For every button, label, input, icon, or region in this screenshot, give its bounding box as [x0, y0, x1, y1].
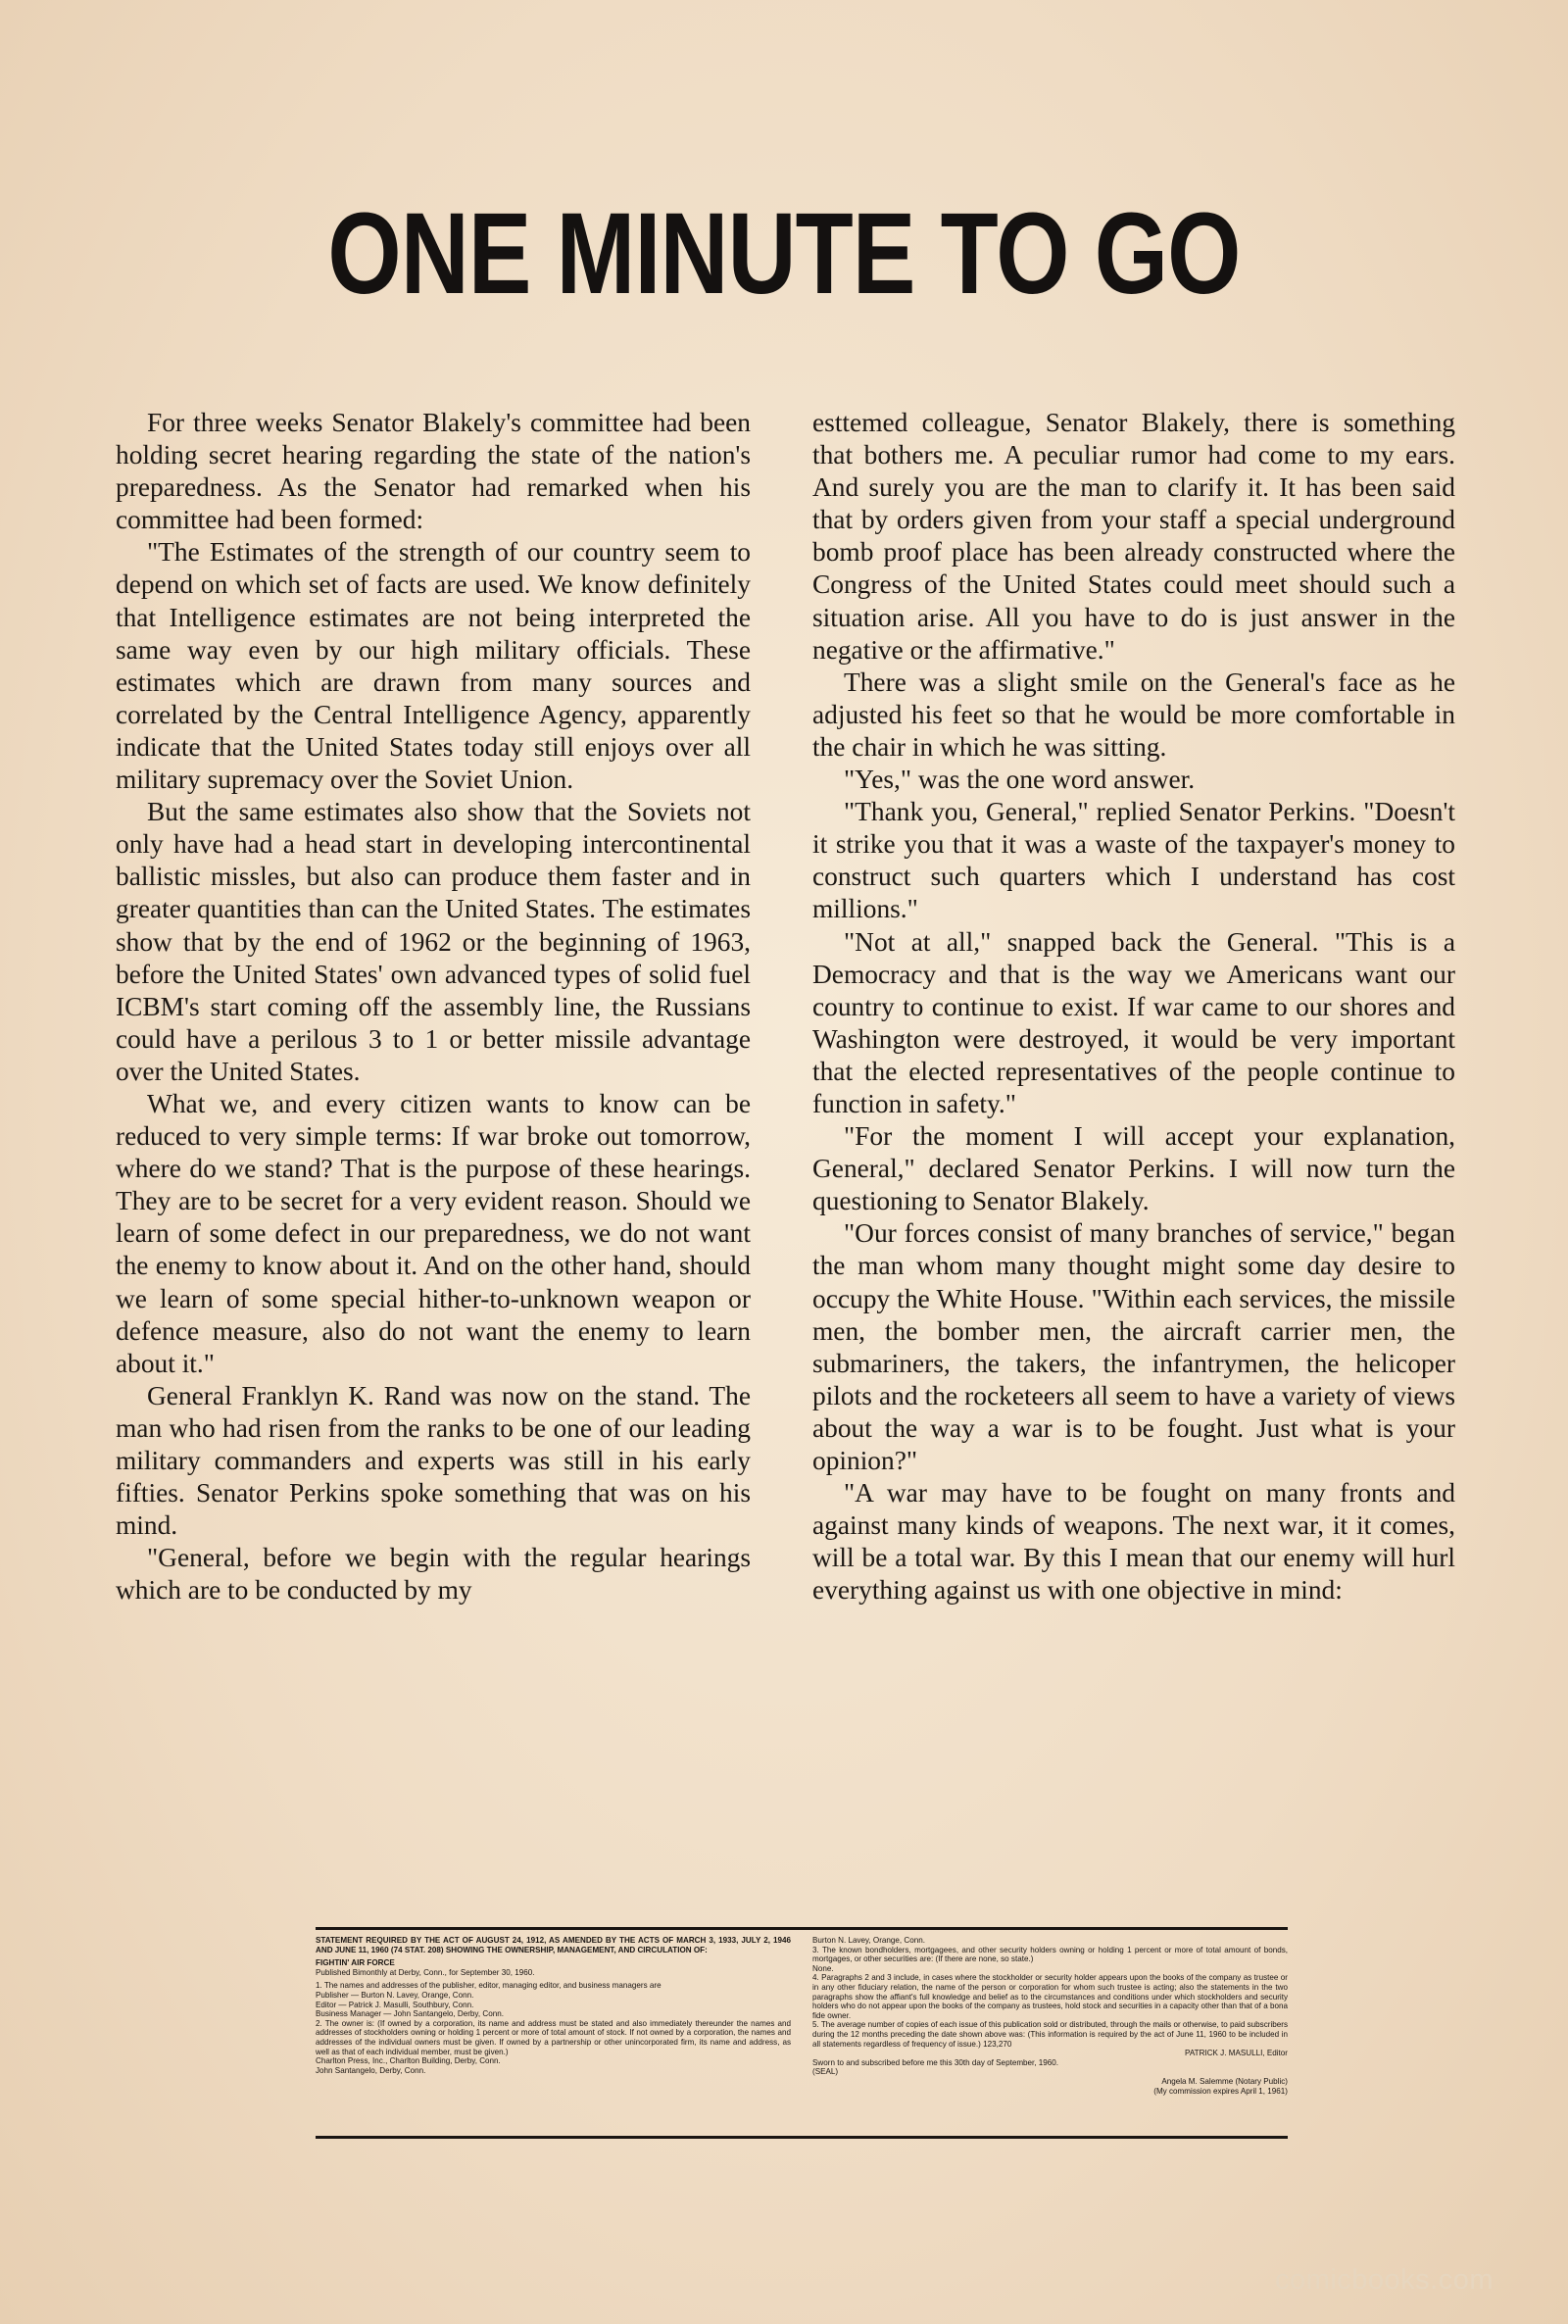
statement-owner: Burton N. Lavey, Orange, Conn.: [812, 1936, 926, 1945]
statement-left-column: [316, 1936, 791, 2136]
statement-editor: Editor — Patrick J. Masulli, Southbury, Conn.: [316, 2000, 474, 2009]
paragraph: "For the moment I will accept your explanation, General," declared Senator Perkins. I will now turn the questioning to Senator Blakely.: [812, 1121, 1455, 1216]
paragraph: "Our forces consist of many branches of service," began the man whom many thought might some day desire to occupy the White House. "Within each services, the missile men, the bomber men, the aircraft carrier men, the submariners, the takers, the infantrymen, the helicoper pilots and the rocketeers all seem to have a variety of views about the way a war is to be fought. Just what is your opinion?": [812, 1218, 1455, 1475]
paragraph: General Franklyn K. Rand was now on the stand. The man who had risen from the ranks to be one of our leading military commanders and experts was still in his early fifties. Senator Perkins spoke something that was on his mind.: [116, 1380, 751, 1541]
statement-owner: John Santangelo, Derby, Conn.: [316, 2065, 426, 2075]
statement-heading: STATEMENT REQUIRED BY THE ACT OF AUGUST 24, 1912, AS AMENDED BY THE ACTS OF MARCH 3, 1933, JULY 2, 1946 AND JUNE 11, 1960 (74 STAT. 208) SHOWING THE OWNERSHIP, MANAGEMENT, AND CIRCULATION OF:: [316, 1936, 791, 1954]
statement-item-4: 4. Paragraphs 2 and 3 include, in cases where the stockholder or security holder appears upon the books of the company as trustee or in any other fiduciary relation, the name of the person or corporation for whom such trustee is acting; also the statements in the two paragraphs show the affiant's full knowledge and belief as to the circumstances and conditions under which stockholders and security holders who do not appear upon the books of the company as trustees, hold stock and securities in a capacity other than that of a bona fide owner.: [812, 1973, 1288, 2020]
paragraph: esttemed colleague, Senator Blakely, there is something that bothers me. A peculiar rumor had come to my ears. And surely you are the man to clarify it. It has been said that by orders given from your staff a special underground bomb proof place has been already constructed where the Congress of the United States could meet should such a situation arise. All you have to do is just answer in the negative or the affirmative.": [812, 408, 1455, 665]
ownership-statement: [316, 1927, 1288, 2139]
statement-none: None.: [812, 1963, 834, 1973]
statement-item-2: 2. The owner is: (If owned by a corporation, its name and address must be stated and also immediately thereunder the names and addresses of stockholders owning or holding 1 percent or more of total amount of stock. If not owned by a corporation, the names and addresses of the individual owners must be given. If owned by a partnership or other unincorporated firm, its name and address, as well as that of each individual member, must be given.): [316, 2018, 791, 2056]
statement-signer: PATRICK J. MASULLI, Editor: [1185, 2049, 1288, 2058]
paragraph: "General, before we begin with the regular hearings which are to be conducted by my: [116, 1543, 751, 1606]
statement-item-3: 3. The known bondholders, mortgagees, and other security holders owning or holding 1 percent or more of total amount of bonds, mortgages, or other securities are: (If there are none, so state.): [812, 1945, 1288, 1964]
statement-right-column: [812, 1936, 1288, 2136]
page-title: ONE MINUTE TO GO: [327, 189, 1241, 319]
statement-commission: (My commission expires April 1, 1961): [1153, 2086, 1288, 2096]
paragraph: "The Estimates of the strength of our country seem to depend on which set of facts are used. We know definitely that Intelligence estimates are not being interpreted the same way even by our high military officials. These estimates which are drawn from many sources and correlated by the Central Intelligence Agency, apparently indicate that the United States today still enjoys over all military supremacy over the Soviet Union.: [116, 537, 751, 795]
statement-published: Published Bimonthly at Derby, Conn., for September 30, 1960.: [316, 1967, 535, 1977]
paragraph: But the same estimates also show that the Soviets not only have had a head start in developing intercontinental ballistic missles, but also can produce them faster and in greater quantities than can the United States. The estimates show that by the end of 1962 or the beginning of 1963, before the United States' own advanced types of solid fuel ICBM's start coming off the assembly line, the Russians could have a perilous 3 to 1 or better missile advantage over the United States.: [116, 797, 751, 1086]
paragraph: "Not at all," snapped back the General. "This is a Democracy and that is the way we Americans want our country to continue to exist. If war came to our shores and Washington were destroyed, it would be very important that the elected representatives of the people continue to function in safety.": [812, 926, 1455, 1118]
paragraph: What we, and every citizen wants to know can be reduced to very simple terms: If war broke out tomorrow, where do we stand? That is the purpose of these hearings. They are to be secret for a very evident reason. Should we learn of some defect in our preparedness, we do not want the enemy to know about it. And on the other hand, should we learn of some special hither-to-unknown weapon or defence measure, also do not want the enemy to learn about it.": [116, 1088, 751, 1378]
statement-publisher: Publisher — Burton N. Lavey, Orange, Conn.: [316, 1990, 474, 2000]
statement-item-1: 1. The names and addresses of the publisher, editor, managing editor, and business managers are: [316, 1981, 662, 1991]
statement-owner: Charlton Press, Inc., Charlton Building, Derby, Conn.: [316, 2056, 501, 2066]
paragraph: "Yes," was the one word answer.: [844, 765, 1196, 795]
statement-sworn: Sworn to and subscribed before me this 30th day of September, 1960.: [812, 2057, 1059, 2067]
statement-item-5: 5. The average number of copies of each issue of this publication sold or distributed, through the mails or otherwise, to paid subscribers during the 12 months preceding the date shown above was: (This information is required by the act of June 11, 1960 to be included in all statements regardless of frequency of issue.) 123,270: [812, 2020, 1288, 2049]
paragraph: There was a slight smile on the General's face as he adjusted his feet so that he would be more comfortable in the chair in which he was sitting.: [812, 667, 1455, 762]
statement-seal: (SEAL): [812, 2067, 839, 2077]
watermark: comicbooks.com: [1275, 2264, 1494, 2296]
statement-business-manager: Business Manager — John Santangelo, Derby, Conn.: [316, 2009, 504, 2019]
paragraph: For three weeks Senator Blakely's committee had been holding secret hearing regarding the state of the nation's preparedness. As the Senator had remarked when his committee had been formed:: [116, 408, 751, 535]
paragraph: "Thank you, General," replied Senator Perkins. "Doesn't it strike you that it was a waste of the taxpayer's money to construct such quarters which I understand has cost millions.": [812, 797, 1455, 924]
statement-notary: Angela M. Salemme (Notary Public): [1161, 2076, 1288, 2086]
statement-publication: FIGHTIN' AIR FORCE: [316, 1958, 395, 1968]
left-column: [116, 407, 751, 1607]
paragraph: "A war may have to be fought on many fronts and against many kinds of weapons. The next war, it it comes, will be a total war. By this I mean that our enemy will hurl everything against us with one objective in mind:: [812, 1478, 1455, 1606]
right-column: [812, 407, 1455, 1607]
